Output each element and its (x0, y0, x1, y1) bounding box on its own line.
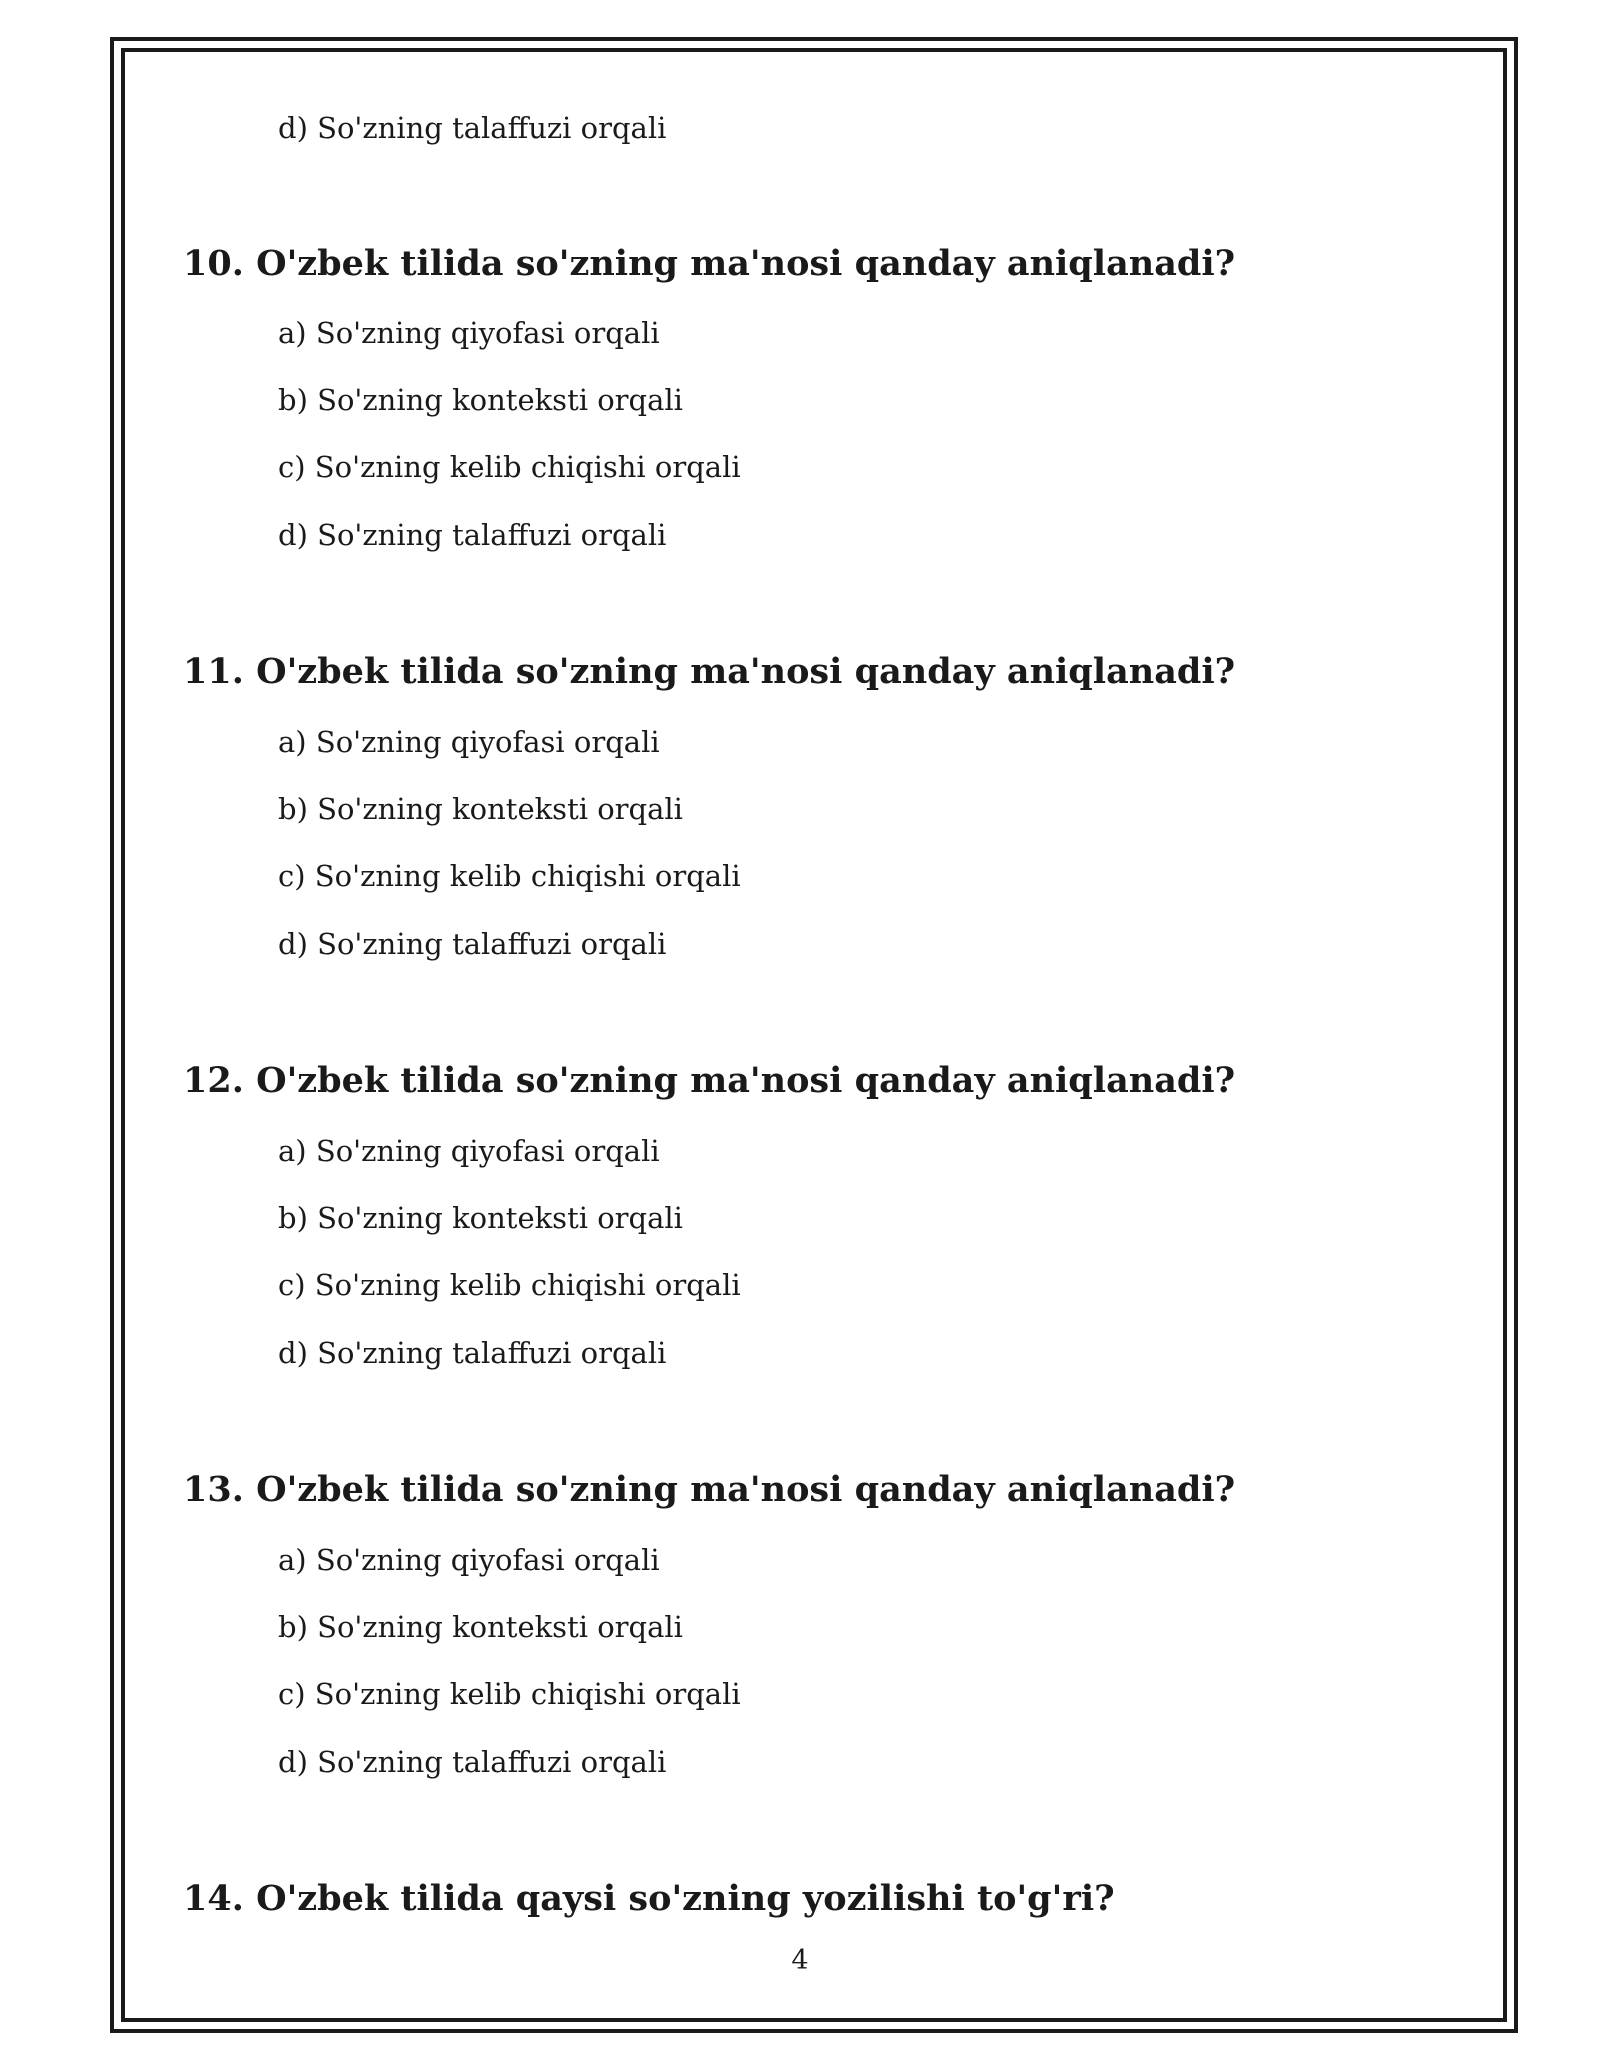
question-title: 14. O'zbek tilida qaysi so'zning yozilishi to'g'ri? (183, 1878, 1115, 1919)
answer-option: b) So'zning konteksti orqali (278, 1201, 683, 1235)
answer-option: a) So'zning qiyofasi orqali (278, 725, 660, 759)
answer-option: d) So'zning talaffuzi orqali (278, 927, 667, 961)
question-title: 11. O'zbek tilida so'zning ma'nosi qanday aniqlanadi? (183, 651, 1236, 692)
page-number: 4 (791, 1945, 809, 1976)
answer-option: c) So'zning kelib chiqishi orqali (278, 859, 741, 893)
answer-option: a) So'zning qiyofasi orqali (278, 1543, 660, 1577)
answer-option: c) So'zning kelib chiqishi orqali (278, 1268, 741, 1302)
answer-option: d) So'zning talaffuzi orqali (278, 518, 667, 552)
answer-option: a) So'zning qiyofasi orqali (278, 1134, 660, 1168)
question-title: 13. O'zbek tilida so'zning ma'nosi qanday aniqlanadi? (183, 1469, 1236, 1510)
answer-option: d) So'zning talaffuzi orqali (278, 111, 667, 145)
question-title: 10. O'zbek tilida so'zning ma'nosi qanday aniqlanadi? (183, 243, 1236, 284)
answer-option: d) So'zning talaffuzi orqali (278, 1745, 667, 1779)
answer-option: b) So'zning konteksti orqali (278, 1610, 683, 1644)
question-title: 12. O'zbek tilida so'zning ma'nosi qanday aniqlanadi? (183, 1060, 1236, 1101)
answer-option: c) So'zning kelib chiqishi orqali (278, 1677, 741, 1711)
answer-option: c) So'zning kelib chiqishi orqali (278, 450, 741, 484)
answer-option: b) So'zning konteksti orqali (278, 383, 683, 417)
answer-option: d) So'zning talaffuzi orqali (278, 1336, 667, 1370)
answer-option: a) So'zning qiyofasi orqali (278, 316, 660, 350)
answer-option: b) So'zning konteksti orqali (278, 792, 683, 826)
